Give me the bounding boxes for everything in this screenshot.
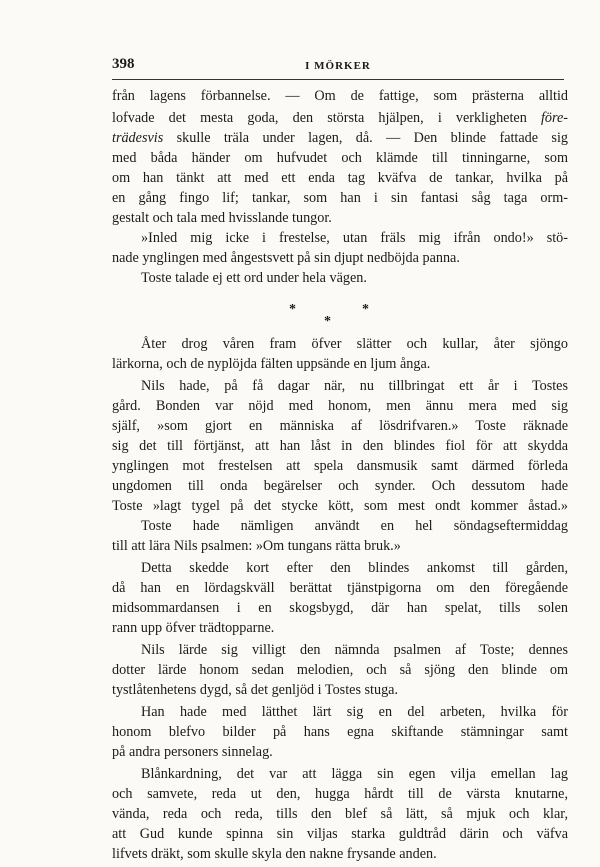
text-line: honom blefvo bilder på hans egna skiftande stämningar samt xyxy=(112,724,568,740)
page-number: 398 xyxy=(112,56,135,72)
text-line: lifvets dräkt, som skulle skyla den nakne frysande anden. xyxy=(112,846,437,862)
text-line: från lagens förbannelse. — Om de fattige, som prästerna alltid xyxy=(112,88,568,104)
text-line: »Inled mig icke i frestelse, utan fräls mig ifrån ondo!» stö- xyxy=(141,230,568,246)
text-line: gård. Bonden var nöjd med honom, men ännu mera med sig xyxy=(112,398,568,414)
text-line: dotter lärde honom sedan melodien, och så sjöng den blinde om xyxy=(112,662,568,678)
header-rule xyxy=(112,79,564,80)
text-line: och samvete, reda ut den, hugga hårdt till de värsta knutarne, xyxy=(112,786,568,802)
text-line: Nils lärde sig villigt den nämnda psalmen af Toste; dennes xyxy=(141,642,568,658)
text-line: ungdomen till onda begärelser och synder. Och dessutom hade xyxy=(112,478,568,494)
text-line: då han en lördagskväll berättat tjänstpigorna om den föregående xyxy=(112,580,568,596)
text-line: med båda händer om hufvudet och klämde till tinningarne, som xyxy=(112,150,568,166)
text-line: Toste talade ej ett ord under hela vägen. xyxy=(141,270,367,286)
text-line: ynglingen mot frestelsen att spela dansmusik samt därmed förleda xyxy=(112,458,568,474)
text-line: om han tänkt att med ett enda tag kväfva de tankar, hvilka på xyxy=(112,170,568,186)
page-header xyxy=(112,54,564,76)
text-line: Nils hade, på få dagar när, nu tillbringat ett år i Tostes xyxy=(141,378,568,394)
text-line: Blånkardning, det var att lägga sin egen vilja emellan lag xyxy=(141,766,568,782)
text-line: tystlåtenhetens dygd, så det genljöd i Tostes stuga. xyxy=(112,682,399,698)
text-line: trädesvis skulle träla under lagen, då. — Den blinde fattade sig xyxy=(112,130,568,146)
text-line: själf, »som gjort en människa af lösdrifvaren.» Toste räknade xyxy=(112,418,568,434)
section-break-star: * xyxy=(362,302,369,317)
text-line: midsommardansen i en skogsbygd, där han spelat, tills solen xyxy=(112,600,568,616)
text-line: till att lära Nils psalmen: »Om tungans rätta bruk.» xyxy=(112,538,401,554)
text-line: Han hade med lätthet lärt sig en del arbeten, hvilka för xyxy=(141,704,568,720)
text-line: sig det till förtjänst, att han låst in den blindes fiol för att skydda xyxy=(112,438,568,454)
text-line: nade ynglingen med ångestsvett på sin djupt nedböjda panna. xyxy=(112,250,460,266)
section-break-star: * xyxy=(289,302,296,317)
text-line: Toste »lagt tygel på det stycke kött, som mest ondt kommer åstad.» xyxy=(112,498,568,514)
text-line: gestalt och tala med hvisslande tungor. xyxy=(112,210,332,226)
text-line: på andra personers sinnelag. xyxy=(112,744,273,760)
text-line: lofvade det mesta goda, den största hjälpen, i verkligheten före- xyxy=(112,110,568,126)
text-line: att Gud kunde spinna sin viljas starka guldtråd därin och väfva xyxy=(112,826,568,842)
text-line: lärkorna, och de nyplöjda fälten uppsände en ljum ånga. xyxy=(112,356,431,372)
text-line: rann upp öfver trädtopparne. xyxy=(112,620,275,636)
text-line: en gång fingo lif; tankar, som han i sin fantasi såg taga orm- xyxy=(112,190,568,206)
text-line: Toste hade nämligen användt en hel söndagseftermiddag xyxy=(141,518,568,534)
section-break-star: * xyxy=(324,314,331,329)
text-line: vända, reda och reda, tills den blef så lätt, så mjuk och klar, xyxy=(112,806,568,822)
running-title: I MÖRKER xyxy=(305,60,371,72)
text-line: Detta skedde kort efter den blindes ankomst till gården, xyxy=(141,560,568,576)
text-line: Åter drog våren fram öfver slätter och kullar, åter sjöngo xyxy=(141,336,568,352)
